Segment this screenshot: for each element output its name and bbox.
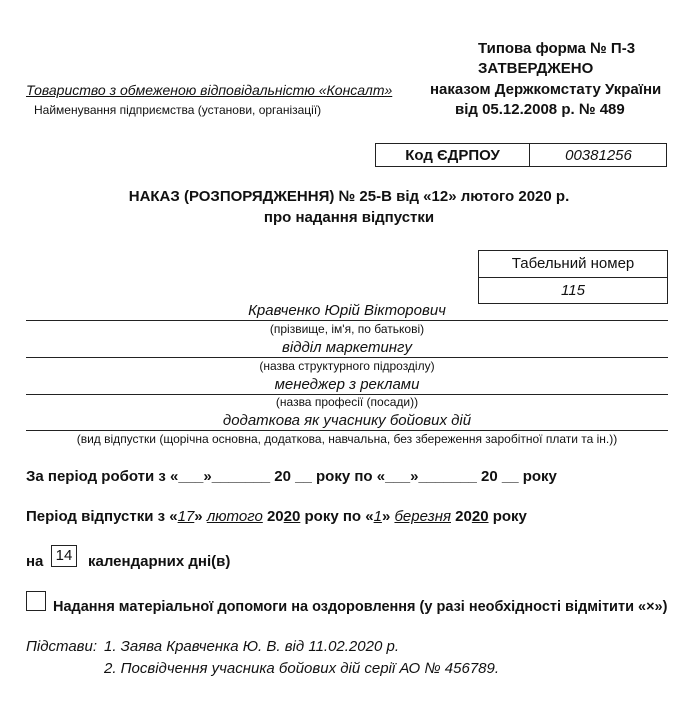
organization-caption: Найменування підприємства (установи, організації) (34, 103, 322, 117)
basis-item-1: 1. Заява Кравченка Ю. В. від 11.02.2020 р. (104, 638, 399, 655)
leave-period-suffix: року (488, 508, 527, 525)
employee-name-caption: (прізвище, ім'я, по батькові) (269, 322, 425, 336)
days-count-box (51, 545, 77, 567)
form-type: Типова форма № П-3 (478, 40, 636, 57)
tab-number-box (478, 250, 668, 304)
leave-type-caption: (вид відпустки (щорічна основна, додаткова, навчальна, без збереження заробітної плати та ін.)) (76, 432, 618, 446)
approval-order-date: від 05.12.2008 р. № 489 (455, 101, 625, 118)
department-caption: (назва структурного підрозділу) (259, 359, 435, 373)
order-title: НАКАЗ (РОЗПОРЯДЖЕННЯ) № 25-В від «12» лютого 2020 р. (128, 188, 570, 205)
aid-checkbox[interactable] (26, 591, 46, 611)
leave-period-sep1: » (194, 508, 207, 525)
leave-type-line (26, 430, 668, 431)
organization-name: Товариство з обмеженою відповідальністю «Консалт» (26, 82, 393, 98)
position-name: менеджер з реклами (274, 376, 420, 393)
days-prefix: на (26, 553, 44, 570)
tab-number-label: Табельний номер (511, 255, 635, 272)
approval-authority: наказом Держкомстату України (430, 81, 662, 98)
work-period: За період роботи з «___»_______ 20 __ року по «___»_______ 20 __ року (26, 468, 557, 485)
leave-from-day: 17 (177, 508, 195, 525)
leave-period-mid: року по « (300, 508, 374, 525)
leave-from-year: 20 (283, 508, 301, 525)
tab-number-value: 115 (561, 282, 585, 299)
leave-period-prefix: Період відпустки з « (26, 508, 178, 525)
edrpou-value: 00381256 (565, 147, 632, 164)
order-subtitle: про надання відпустки (263, 209, 435, 226)
edrpou-box (375, 143, 667, 167)
leave-to-month: березня (394, 508, 451, 525)
tab-number-divider (479, 277, 667, 278)
position-caption: (назва професії (посади)) (275, 395, 419, 409)
edrpou-label: Код ЄДРПОУ (405, 147, 500, 164)
department-line (26, 357, 668, 358)
leave-period (26, 508, 527, 525)
leave-period-sep2: » (381, 508, 395, 525)
days-count: 14 (55, 547, 73, 564)
leave-to-day: 1 (373, 508, 382, 525)
basis-item-2: 2. Посвідчення учасника бойових дій серії АО № 456789. (104, 660, 500, 677)
leave-year-prefix1: 20 (262, 508, 284, 525)
leave-type: додаткова як учаснику бойових дій (222, 412, 472, 429)
leave-year-prefix2: 20 (451, 508, 472, 525)
employee-name-line (26, 320, 668, 321)
basis-label: Підстави: (26, 638, 98, 655)
leave-from-month: лютого (206, 508, 263, 525)
leave-to-year: 20 (471, 508, 489, 525)
aid-label: Надання матеріальної допомоги на оздоровлення (у разі необхідності відмітити «×») (53, 599, 668, 615)
department-name: відділ маркетингу (282, 339, 412, 356)
days-suffix: календарних дні(в) (88, 553, 231, 570)
approved-label: ЗАТВЕРДЖЕНО (478, 60, 594, 77)
employee-name: Кравченко Юрій Вікторович (248, 302, 446, 319)
